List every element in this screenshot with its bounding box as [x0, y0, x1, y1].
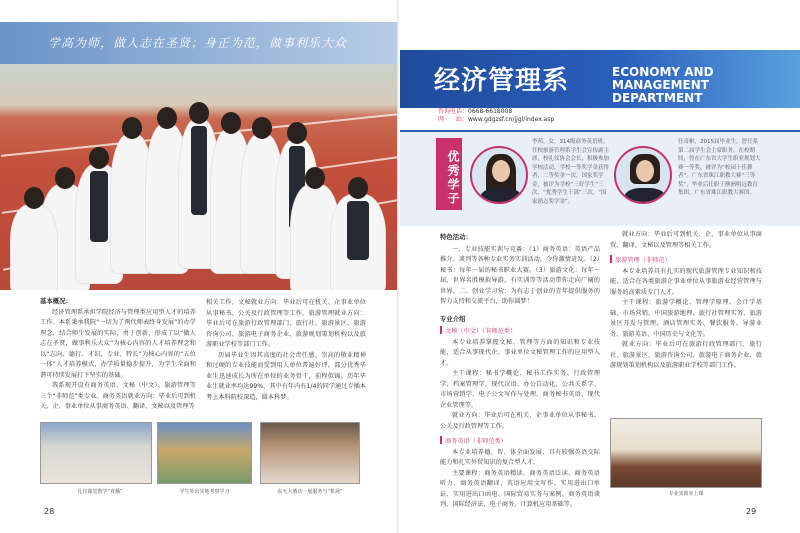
department-title-en	[612, 66, 800, 105]
major-3-name: 旅游管理（非师范）	[610, 255, 762, 267]
photo-field-study	[157, 422, 252, 484]
major-2-career: 就业方向：毕业后可到机关、企、事业单位从事商贸、翻译、文秘以及管理等相关工作。	[610, 231, 762, 249]
special-paragraph: 一、专业技能实训与竞赛：（1）商务英语：英语产品推介、谈判等各种专业实务实训活动，令你激情迸发。（2）秘书：每年一届的秘书职业大赛。（3）旅游文化：每年一届，世界名胜模拟导游，有实训等等活动带你走向广阔的世界。二、创业学习营：为有志于创业的青年提供服务的智力支持和交流平台，助你圆梦！	[440, 245, 600, 305]
photo-hotel-service	[260, 422, 360, 484]
major-2-name: 商务英语（非师范类）	[440, 436, 600, 448]
student-photo-1	[470, 146, 528, 204]
student-2-bio: 任奇彬，2015届毕业生，曾任系第二届学生会主席职务，在校期间，曾在广东省大学生职业规划大赛一等奖，被评为“校园十佳舞者”。广东省珠江职教大赛“三等奖”，毕业后任职于澳洲明远教育集团，广东省珠江职教大赛团。	[678, 139, 761, 196]
student-photo-2	[614, 146, 672, 204]
right-column-1	[440, 230, 600, 511]
special-heading: 特色活动：	[440, 233, 472, 241]
hero-photo	[0, 64, 400, 290]
major-3-intro: 本专业培养具有扎实的现代旅游管理专业知识和技能，适合在各类旅游企事业单位从事旅游业经营管理与服务的高素质专门人才。	[610, 267, 762, 296]
intro-paragraph-2: 我系现开设有商务英语、文秘（中文）、旅游管理等三个“非师范”类专业。商务英语就业方向：毕业后可到机关、企、事业单位从事商务英语、翻译、文秘以及管理等	[40, 382, 196, 410]
site-url: www.gdgzsf.cn/jjgl/index.asp	[468, 116, 555, 123]
major-heading: 专业介绍	[440, 314, 466, 323]
major-3-courses: 主干课程：旅游学概论、管理学原理、会计学基础、市场营销、中国旅游地理、旅行社管理实务、旅游景区开发与管理、酒店管理实务、餐饮服务、导游业务、旅游英语、中国历史与文化等。	[610, 299, 762, 338]
major-2-courses: 主要课程：商务英语精读、商务英语泛读、商务英语听力、商务英语翻译、英语应用文写作、实用进出口单证、实用进出口函电、国际贸易实务与案例、商务英语谈判、国际经济法、电子商务、计算机应用基础等。	[440, 469, 600, 508]
major-1-career: 就业方向：毕业后可在机关、企事业单位从事秘书、公关及行政管理等工作。	[440, 412, 600, 430]
contact-info	[438, 108, 554, 124]
major-2-intro: 本专业培养德、智、体全面发展，具有较强英语交际能力和扎实外贸知识的复合型人才。	[440, 448, 600, 466]
title-en-line1: ECONOMY AND MANAGEMENT	[612, 65, 714, 92]
caption-1: 礼仪课堂教学“直播”	[77, 489, 123, 495]
major-1-name: 文秘（中文）（非师范类）	[440, 326, 600, 338]
page-number-right: 29	[746, 507, 757, 516]
right-page	[400, 0, 800, 533]
career-paragraph-2: 历届毕业生因其高度的社会责任感、崇高的敬业精神和过硬的专业技能而受到用人单位普遍好评。部分优秀毕业生迅速成长为所在单位的业务骨干，前程似锦。历年毕业生就业率均达99%，其中有年内有1/4的同学通过专插本考上本科院校深造，圆本科梦。	[206, 351, 366, 401]
intro-heading: 基本概况：	[40, 297, 72, 305]
photo-etiquette-class	[40, 422, 152, 484]
intro-column	[40, 296, 196, 413]
caption-3: 东天大酒店一展服务与“机场”	[277, 489, 343, 495]
major-1-courses: 主干课程：秘书学概论、秘书工作实务、行政管理学、档案管理学、现代汉语、办公自动化、公共关系学、市场营销学、电子公文写作与处理、商务秘书英语、现代企业管理等。	[440, 370, 600, 409]
department-title-cn: 经济管理系	[434, 66, 570, 96]
title-en-line2: DEPARTMENT	[612, 91, 703, 105]
page-number-left: 28	[44, 507, 55, 516]
career-paragraph-1: 相关工作。文秘就业方向：毕业后可在机关、企事业单位从事秘书、公关及行政管理等工作。旅游管理就业方向：毕业后可在旅游行政管理部门、旅行社、旅游景区、旅游咨询公司、旅游电子商务企业、旅游规划策划机构以及旅游职业学校等部门工作。	[206, 299, 366, 348]
slogan-text: 学高为师，做人志在圣贤；身正为范，做事利乐大众	[48, 36, 348, 50]
career-column	[206, 298, 366, 403]
site-label: 网 站：	[438, 116, 469, 123]
department-title-banner	[400, 50, 800, 108]
slogan-banner	[0, 22, 400, 64]
honor-tag: 优秀学子	[436, 138, 462, 210]
major-3-career: 就业方向：毕业后可在旅游行政管理部门、旅行社、旅游景区、旅游咨询公司、旅游电子商务企业、旅游规划策划机构以及旅游职业学校等部门工作。	[610, 341, 762, 369]
phone-label: 咨询电话：	[438, 108, 469, 115]
photo-training-room	[610, 418, 762, 488]
student-1-bio: 李茜，女，314级商务英语班。任校旅游管理系学生会宣传副主席，校礼仪协会会长，积极参加学校活动，学校一等奖学金获得者，二等奖金一次，国家奖学金，被评为学校“三好学生”三次，“优秀学生干部”三次，“国家励志奖学金”。	[532, 139, 610, 205]
major-1-intro: 本专业培养掌握文秘、管理等方面的知识和专业技能，适合从事现代企、事业单位文秘管理工作的应用型人才。	[440, 338, 600, 367]
caption-training: 专业实训室上课	[668, 491, 704, 497]
phone-number: 0668-6618008	[468, 108, 513, 115]
caption-2: 学生外出实地考察学习	[179, 489, 230, 495]
right-column-2	[610, 230, 762, 372]
intro-paragraph-1: 经济管理系承担学院经济与管理类应用型人才的培养工作。本系秉承我院“一切为了两代师表终身发展”的办学理念，结合师生发展的实际，勇于创新，形成了以“做人志在圣贤，做事利乐大众”为核心内容的人才培养理念和以“志向、德行、才识、专业、特长”为核心内容的“五位一体”人才培养模式，办学质量稳步提升，为学生全面和谐可持续发展打下坚实的基础。	[40, 308, 196, 379]
